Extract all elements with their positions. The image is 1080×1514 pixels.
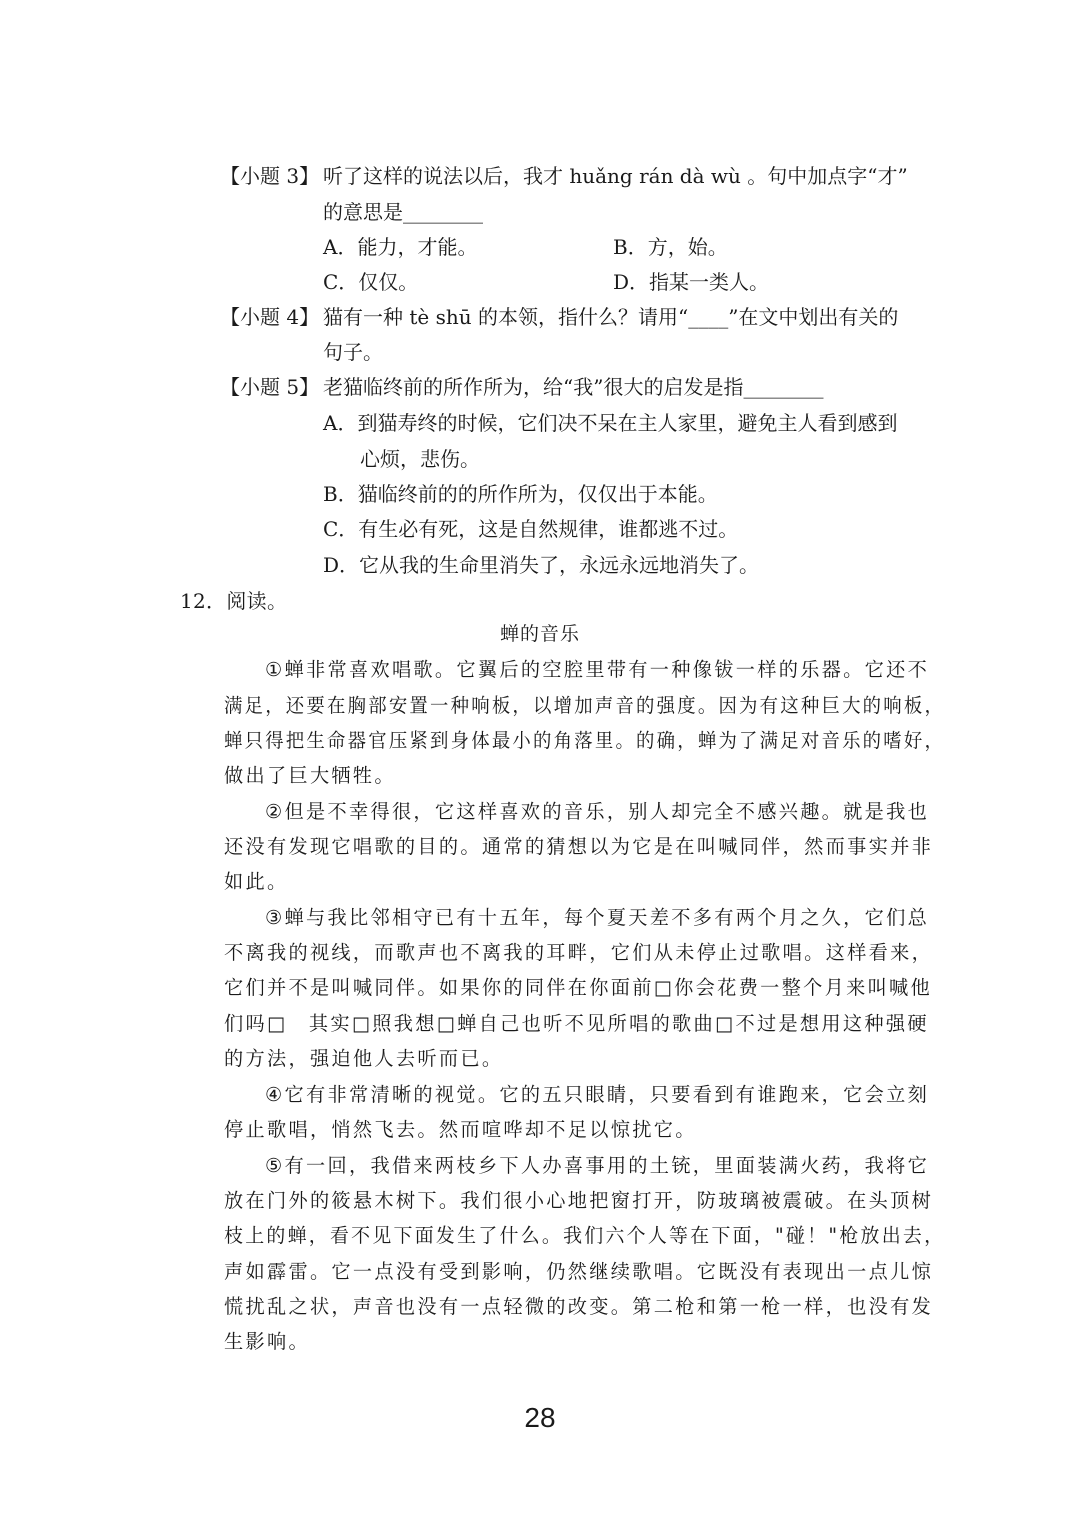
question-5-option-c: C．有生必有死，这是自然规律，谁都逃不过。 (323, 517, 739, 541)
passage-p2-line: ②但是不幸得很，它这样喜欢的音乐，别人却完全不感兴趣。就是我也 (265, 800, 930, 823)
question-3-option-c: C．仅仅。 (323, 270, 419, 294)
question-5-option-a: A．到猫寿终的时候，它们决不呆在主人家里，避免主人看到感到 (323, 411, 898, 435)
passage-p5-line: 生影响。 (224, 1330, 310, 1353)
question-5-option-b: B．猫临终前的的所作所为，仅仅出于本能。 (323, 482, 718, 506)
passage-title: 蝉的音乐 (499, 623, 580, 645)
passage-p3-line: 的方法，强迫他人去听而已。 (224, 1047, 504, 1070)
question-12-label: 12．阅读。 (180, 589, 288, 613)
passage-p3-line: 们吗□ 其实□照我想□蝉自己也听不见所唱的歌曲□不过是想用这种强硬 (224, 1012, 929, 1035)
passage-p1-line: 蝉只得把生命器官压紧到身体最小的角落里。的确，蝉为了满足对音乐的嗜好， (224, 729, 946, 752)
question-5-label: 【小题 5】 (220, 375, 320, 399)
passage-p2-line: 如此。 (224, 870, 289, 893)
question-4-text-line-2: 句子。 (323, 340, 383, 364)
passage-p3-line: 它们并不是叫喊同伴。如果你的同伴在你面前□你会花费一整个月来叫喊他 (224, 976, 933, 999)
passage-p5-line: 慌扰乱之状，声音也没有一点轻微的改变。第二枪和第一枪一样，也没有发 (224, 1295, 934, 1318)
passage-p1-line: ①蝉非常喜欢唱歌。它翼后的空腔里带有一种像钹一样的乐器。它还不 (265, 658, 930, 681)
passage-p3-line: 不离我的视线，而歌声也不离我的耳畔，它们从未停止过歌唱。这样看来， (224, 941, 934, 964)
passage-p5-line: 放在门外的筱悬木树下。我们很小心地把窗打开，防玻璃被震破。在头顶树 (224, 1189, 934, 1212)
question-3-option-d: D．指某一类人。 (613, 270, 770, 294)
page-number: 28 (524, 1402, 556, 1433)
question-3-label: 【小题 3】 (220, 164, 320, 188)
question-3-option-a: A．能力，才能。 (323, 235, 478, 259)
question-3-text-line-2: 的意思是________ (323, 200, 483, 224)
passage-p4-line: 停止歌唱，悄然飞去。然而喧哗却不足以惊扰它。 (224, 1118, 697, 1141)
passage-p5-line: 声如霹雷。它一点没有受到影响，仍然继续歌唱。它既没有表现出一点儿惊 (224, 1260, 934, 1283)
question-5-text-line-1: 老猫临终前的所作所为，给“我”很大的启发是指________ (323, 375, 824, 399)
passage-p1-line: 满足，还要在胸部安置一种响板，以增加声音的强度。因为有这种巨大的响板， (224, 694, 946, 717)
question-3-text-line-1: 听了这样的说法以后，我才 huǎng rán dà wù 。句中加点字“才” (323, 164, 908, 188)
question-4-label: 【小题 4】 (220, 305, 320, 329)
question-4-text-line-1: 猫有一种 tè shū 的本领，指什么？请用“____”在文中划出有关的 (323, 305, 899, 329)
question-3-option-b: B．方，始。 (613, 235, 728, 259)
question-5-option-a-continued: 心烦，悲伤。 (360, 447, 480, 471)
passage-p4-line: ④它有非常清晰的视觉。它的五只眼睛，只要看到有谁跑来，它会立刻 (265, 1083, 930, 1106)
passage-p1-line: 做出了巨大牺牲。 (224, 764, 396, 787)
question-5-option-d: D．它从我的生命里消失了，永远永远地消失了。 (323, 553, 760, 577)
passage-p5-line: 枝上的蝉，看不见下面发生了什么。我们六个人等在下面，"碰！"枪放出去， (224, 1224, 946, 1247)
passage-p2-line: 还没有发现它唱歌的目的。通常的猜想以为它是在叫喊同伴，然而事实并非 (224, 835, 934, 858)
passage-p3-line: ③蝉与我比邻相守已有十五年，每个夏天差不多有两个月之久，它们总 (265, 906, 930, 929)
passage-p5-line: ⑤有一回，我借来两枝乡下人办喜事用的土铳，里面装满火药，我将它 (265, 1154, 930, 1177)
